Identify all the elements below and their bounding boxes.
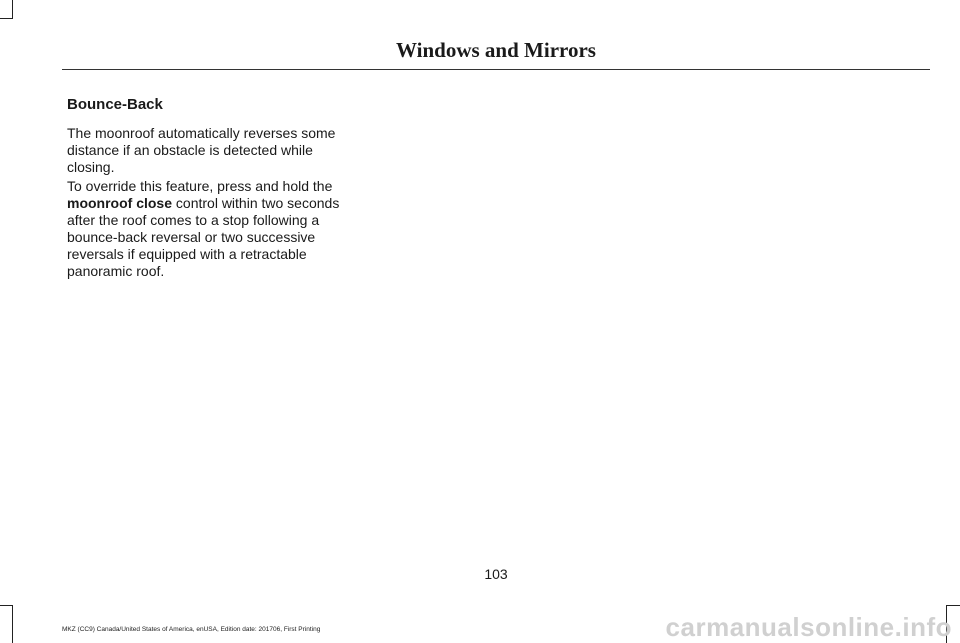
crop-mark-top-left-horizontal [0,18,13,19]
control-name-emphasis: moonroof close [67,195,173,211]
site-watermark: carmanualsonline.info [665,612,952,642]
crop-mark-bottom-left-horizontal [0,605,13,606]
page-number: 103 [484,566,508,582]
crop-mark-top-left-vertical [12,0,13,18]
paragraph-rest-text: control within two seconds after the roof comes to a stop following a bounce-back reversal or two successive reversals if equipped with a retractable panoramic roof. [67,195,340,279]
page-header-title: Windows and Mirrors [396,38,596,62]
crop-mark-bottom-right-horizontal [946,605,960,606]
section-heading: Bounce-Back [67,96,163,113]
body-paragraph: The moonroof automatically reverses some distance if an obstacle is detected while closing. [67,125,336,175]
body-paragraph-override [67,178,352,280]
header-divider [62,69,930,70]
paragraph-lead-text: To override this feature, press and hold the [67,178,333,194]
edition-footer: MKZ (CC9) Canada/United States of America, enUSA, Edition date: 201706, First Printing [62,626,321,633]
crop-mark-bottom-left-vertical [12,605,13,643]
